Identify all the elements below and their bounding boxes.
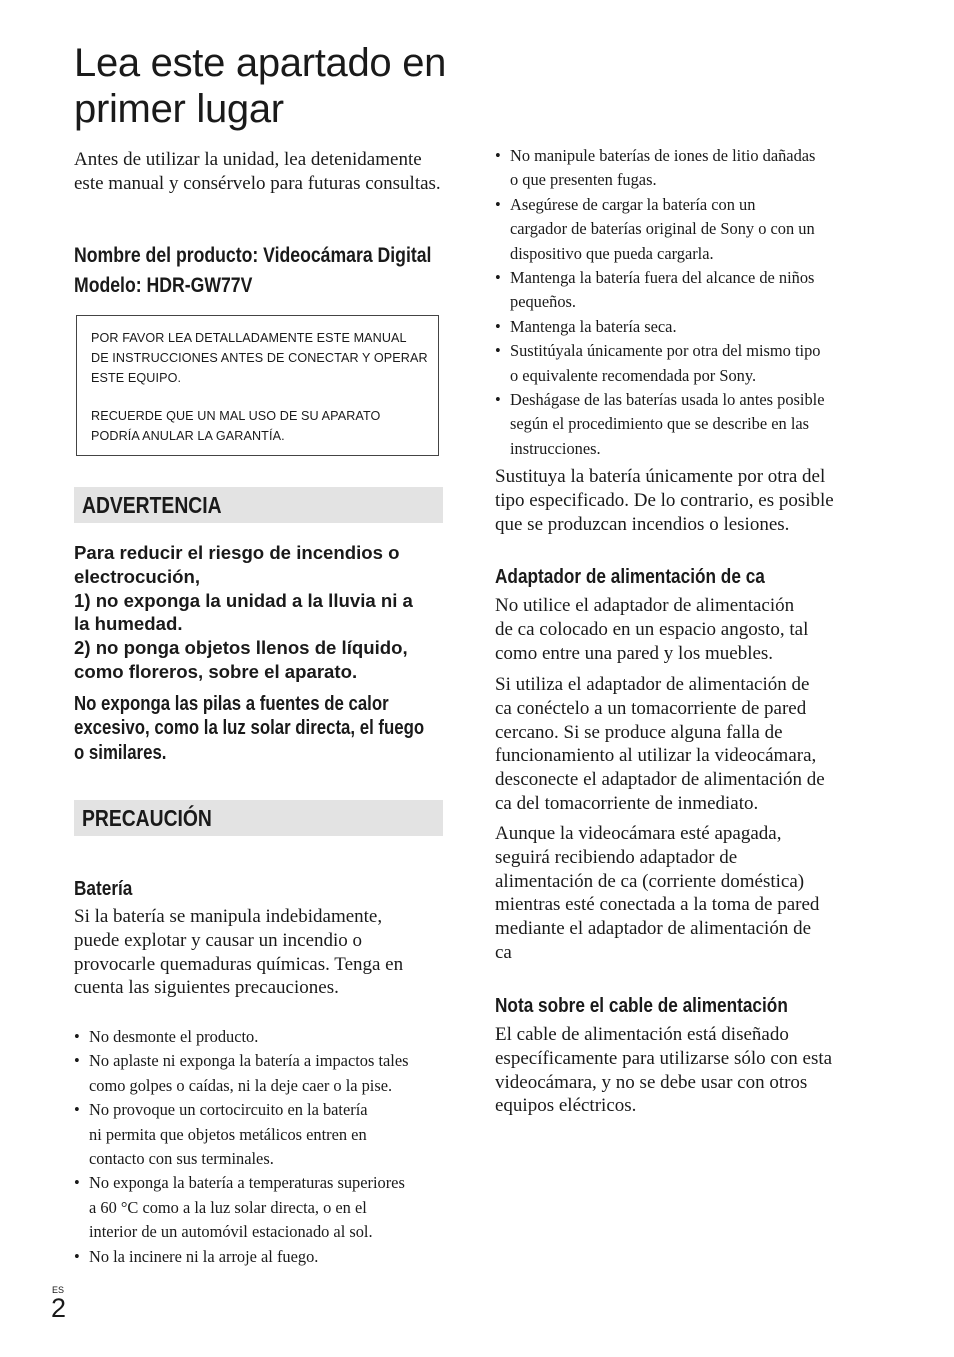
text-line: según el procedimiento que se describe en las bbox=[510, 414, 810, 434]
text-line: • No la incinere ni la arroje al fuego. bbox=[89, 1246, 319, 1266]
list-item bbox=[495, 388, 875, 461]
text-line: • Asegúrese de cargar la batería con un bbox=[510, 194, 756, 214]
text-line: pequeños. bbox=[510, 292, 577, 312]
warning-line: Para reducir el riesgo de incendios o bbox=[74, 542, 400, 563]
text-line: desconecte el adaptador de alimentación de bbox=[495, 769, 825, 791]
text-line: ca del tomacorriente de inmediato. bbox=[495, 792, 759, 814]
list-item bbox=[74, 1025, 454, 1049]
battery-heading: Batería bbox=[74, 877, 133, 900]
page-language-code: ES bbox=[52, 1285, 65, 1295]
section-heading: PRECAUCIÓN bbox=[82, 805, 212, 831]
text-line: • Mantenga la batería seca. bbox=[510, 316, 677, 336]
list-item bbox=[495, 339, 875, 388]
text-line: • Sustitúyala únicamente por otra del mismo tipo bbox=[510, 341, 821, 361]
warning-line: como floreros, sobre el aparato. bbox=[74, 660, 358, 682]
text-line: a 60 °C como a la luz solar directa, o en el bbox=[89, 1197, 367, 1217]
text-line: ni permita que objetos metálicos entren en bbox=[89, 1124, 367, 1144]
text-line: ca bbox=[495, 941, 512, 963]
text-line: cercano. Si se produce alguna falla de bbox=[495, 721, 783, 743]
text-line: como golpes o caídas, ni la deje caer o la pise. bbox=[89, 1075, 393, 1095]
list-item bbox=[74, 1049, 454, 1098]
product-name: Nombre del producto: Videocámara Digital bbox=[74, 244, 432, 267]
text-line: • No desmonte el producto. bbox=[89, 1027, 259, 1046]
text-line: de ca colocado en un espacio angosto, tal bbox=[495, 618, 809, 640]
list-item bbox=[495, 266, 875, 315]
text-line: que se produzcan incendios o lesiones. bbox=[495, 513, 790, 535]
battery-replace-paragraph bbox=[495, 465, 885, 536]
notice-line: POR FAVOR LEA DETALLADAMENTE ESTE MANUAL bbox=[91, 331, 407, 345]
text-line: videocámara, y no se debe usar con otros bbox=[495, 1071, 808, 1093]
list-item bbox=[495, 315, 875, 339]
intro-paragraph: Antes de utilizar la unidad, lea detenidamente este manual y consérvelo para futuras consultas. bbox=[74, 149, 441, 194]
page-number: 2 bbox=[51, 1293, 67, 1323]
text-line: El cable de alimentación está diseñado bbox=[495, 1024, 789, 1045]
battery-paragraph bbox=[74, 905, 454, 1000]
text-line: provocarle quemaduras químicas. Tenga en bbox=[74, 953, 404, 975]
list-item bbox=[74, 1171, 454, 1244]
text-line: o equivalente recomendada por Sony. bbox=[510, 365, 757, 385]
text-line: cuenta las siguientes precauciones. bbox=[74, 977, 339, 999]
product-info bbox=[74, 241, 500, 301]
list-item bbox=[74, 1245, 454, 1269]
notice-line: DE INSTRUCCIONES ANTES DE CONECTAR Y OPERAR bbox=[91, 351, 428, 365]
page-title-line: Lea este apartado en bbox=[74, 41, 447, 85]
text-line: seguirá recibiendo adaptador de bbox=[495, 846, 738, 868]
text-line: ca conéctelo a un tomacorriente de pared bbox=[495, 697, 807, 719]
text-line: equipos eléctricos. bbox=[495, 1095, 637, 1117]
text-line: Aunque la videocámara esté apagada, bbox=[495, 823, 782, 844]
text-line: • Mantenga la batería fuera del alcance de niños bbox=[510, 268, 815, 288]
text-line: alimentación de ca (corriente doméstica) bbox=[495, 870, 805, 892]
text-line: o que presenten fugas. bbox=[510, 170, 657, 190]
text-line: • No aplaste ni exponga la batería a impactos tales bbox=[89, 1051, 409, 1071]
notice-line: RECUERDE QUE UN MAL USO DE SU APARATO bbox=[91, 409, 381, 423]
text-line: mediante el adaptador de alimentación de bbox=[495, 918, 811, 940]
text-line: Si la batería se manipula indebidamente, bbox=[74, 906, 383, 927]
text-line: interior de un automóvil estacionado al sol. bbox=[89, 1222, 373, 1242]
notice-line: ESTE EQUIPO. bbox=[91, 371, 182, 385]
warning-line: No exponga las pilas a fuentes de calor bbox=[74, 693, 389, 715]
warning-line: 1) no exponga la unidad a la lluvia ni a bbox=[74, 589, 413, 611]
text-line: contacto con sus terminales. bbox=[89, 1149, 274, 1169]
text-line: Sustituya la batería únicamente por otra del bbox=[495, 466, 826, 487]
warning-line: la humedad. bbox=[74, 613, 183, 635]
text-line: dispositivo que pueda cargarla. bbox=[510, 243, 714, 263]
cable-paragraph bbox=[495, 1023, 885, 1118]
text-line: • Deshágase de las baterías usada lo antes posible bbox=[510, 390, 825, 410]
battery-precautions-list bbox=[74, 1025, 454, 1269]
text-line: funcionamiento al utilizar la videocámara, bbox=[495, 745, 817, 767]
warning-line: excesivo, como la luz solar directa, el fuego bbox=[74, 717, 425, 740]
text-line: instrucciones. bbox=[510, 438, 601, 458]
text-line: • No provoque un cortocircuito en la batería bbox=[89, 1100, 368, 1120]
adapter-paragraph-3 bbox=[495, 822, 885, 965]
section-header-advertencia bbox=[74, 487, 443, 523]
section-header-precaucion bbox=[74, 800, 443, 836]
notice-box bbox=[76, 315, 439, 456]
text-line: tipo especificado. De lo contrario, es posible bbox=[495, 489, 834, 511]
text-line: Si utiliza el adaptador de alimentación de bbox=[495, 674, 810, 695]
list-item bbox=[495, 193, 875, 266]
warning-line: 2) no ponga objetos llenos de líquido, bbox=[74, 637, 408, 659]
text-line: puede explotar y causar un incendio o bbox=[74, 929, 363, 951]
text-line: No utilice el adaptador de alimentación bbox=[495, 595, 795, 616]
text-line: específicamente para utilizarse sólo con esta bbox=[495, 1047, 833, 1069]
product-model: Modelo: HDR-GW77V bbox=[74, 274, 253, 297]
page-title bbox=[74, 40, 446, 132]
cable-heading: Nota sobre el cable de alimentación bbox=[495, 994, 788, 1017]
page-title-line: primer lugar bbox=[74, 87, 284, 131]
text-line: cargador de baterías original de Sony o con un bbox=[510, 219, 815, 239]
list-item bbox=[74, 1098, 454, 1171]
text-line: • No exponga la batería a temperaturas superiores bbox=[89, 1173, 405, 1193]
section-heading: ADVERTENCIA bbox=[82, 492, 222, 518]
notice-line: PODRÍA ANULAR LA GARANTÍA. bbox=[91, 429, 285, 443]
warning-line: electrocución, bbox=[74, 565, 201, 587]
text-line: como entre una pared y los muebles. bbox=[495, 642, 774, 664]
battery-precautions-list-continued bbox=[495, 144, 875, 461]
text-line: • No manipule baterías de iones de litio dañadas bbox=[510, 146, 816, 165]
warning-line: o similares. bbox=[74, 741, 167, 764]
warning-heat bbox=[74, 692, 491, 765]
text-line: mientras esté conectada a la toma de pared bbox=[495, 894, 820, 916]
adapter-paragraph-2 bbox=[495, 673, 885, 816]
adapter-heading: Adaptador de alimentación de ca bbox=[495, 565, 765, 588]
warning-fire-shock bbox=[74, 541, 446, 684]
list-item bbox=[495, 144, 875, 193]
adapter-paragraph-1 bbox=[495, 594, 885, 665]
